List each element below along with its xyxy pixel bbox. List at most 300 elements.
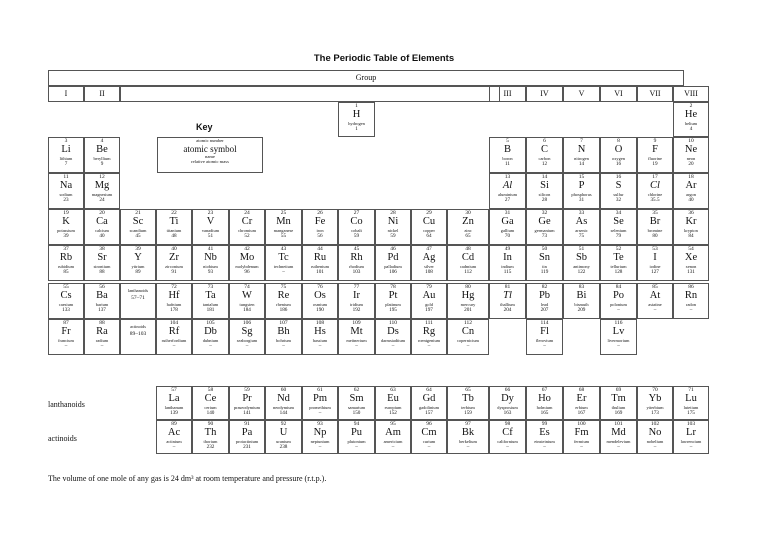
atomic-symbol: Bk — [461, 427, 475, 438]
atomic-symbol: La — [168, 393, 180, 404]
element-cell-u — [265, 420, 302, 454]
element-name: germanium — [534, 228, 555, 233]
atomic-number: 37 — [63, 246, 69, 252]
atomic-number: 8 — [617, 138, 620, 144]
element-name: phosphorus — [571, 192, 592, 197]
atomic-number: 46 — [390, 246, 396, 252]
element-name: seaborgium — [236, 338, 258, 343]
element-name: fluorine — [648, 156, 662, 161]
element-cell-cd — [447, 245, 489, 281]
atomic-number: 78 — [390, 284, 396, 290]
atomic-number: 62 — [353, 387, 360, 393]
element-name: praseodymium — [233, 405, 261, 410]
atomic-mass: – — [209, 343, 212, 349]
atomic-mass: 195 — [389, 307, 397, 313]
element-cell-i — [637, 245, 673, 281]
group-header-2: II — [84, 86, 120, 102]
atomic-number: 59 — [244, 387, 250, 393]
element-name: flerovium — [535, 338, 554, 343]
group-header-spacer — [120, 86, 500, 102]
element-name: calcium — [95, 228, 109, 233]
atomic-number: 43 — [280, 246, 287, 252]
atomic-symbol: As — [575, 216, 588, 227]
atomic-mass: 31 — [578, 197, 585, 203]
atomic-symbol: Y — [134, 252, 142, 263]
element-name: yttrium — [131, 264, 145, 269]
element-name: plutonium — [347, 439, 366, 444]
atomic-number: 65 — [465, 387, 471, 393]
atomic-symbol: Sr — [97, 252, 107, 263]
atomic-symbol: Nd — [277, 393, 290, 404]
element-cell-am — [375, 420, 411, 454]
atomic-mass: 19 — [652, 161, 658, 167]
element-name: iridium — [350, 302, 363, 307]
element-name: zinc — [464, 228, 472, 233]
key-atomic-symbol: atomic symbol — [183, 144, 237, 154]
element-cell-bk — [447, 420, 489, 454]
atomic-number: 77 — [353, 284, 360, 290]
actinoids-label: actinoids — [48, 434, 77, 443]
atomic-number: 97 — [465, 421, 471, 427]
atomic-mass: 80 — [652, 233, 658, 239]
atomic-symbol: He — [684, 109, 698, 120]
element-name: chlorine — [647, 192, 663, 197]
element-name: thulium — [611, 405, 626, 410]
element-name: lead — [540, 302, 549, 307]
element-name: neodymium — [273, 405, 294, 410]
element-cell-p — [563, 173, 600, 209]
atomic-number: 83 — [578, 284, 585, 290]
atomic-symbol: Cf — [502, 427, 513, 438]
element-name: mercury — [460, 302, 476, 307]
atomic-number: 57–71 — [131, 295, 145, 301]
element-name: dysprosium — [497, 405, 518, 410]
element-name: tellurium — [610, 264, 627, 269]
atomic-symbol: Ga — [501, 216, 514, 227]
atomic-number: 30 — [465, 210, 471, 216]
atomic-symbol: Xe — [684, 252, 698, 263]
atomic-symbol: Rg — [422, 326, 436, 337]
element-name: zirconium — [165, 264, 183, 269]
atomic-mass: 55 — [280, 233, 287, 239]
element-cell-bh — [265, 319, 302, 355]
atomic-symbol: Kr — [685, 216, 697, 227]
atomic-symbol: W — [242, 290, 252, 301]
element-cell-cu — [411, 209, 447, 245]
group-header-5: V — [563, 86, 600, 102]
atomic-symbol: S — [615, 180, 622, 191]
element-name: carbon — [538, 156, 551, 161]
atomic-symbol: Cm — [421, 427, 437, 438]
atomic-mass: 40 — [99, 233, 105, 239]
atomic-symbol: Pa — [241, 427, 253, 438]
atomic-number: 4 — [100, 138, 104, 144]
atomic-symbol: C — [540, 144, 548, 155]
atomic-mass: – — [543, 343, 546, 349]
atomic-symbol: Dy — [501, 393, 514, 404]
atomic-number: 63 — [390, 387, 396, 393]
atomic-mass: 231 — [243, 444, 251, 450]
atomic-mass: 167 — [577, 410, 586, 416]
element-name: astatine — [648, 302, 662, 307]
atomic-number: 39 — [135, 246, 141, 252]
element-name: nitrogen — [574, 156, 589, 161]
lanthanoids-label: lanthanoids — [48, 400, 85, 409]
atomic-mass: 20 — [688, 161, 694, 167]
atomic-symbol: Yb — [648, 393, 662, 404]
atomic-symbol: Sm — [349, 393, 364, 404]
element-cell-es — [526, 420, 563, 454]
element-name: platinum — [385, 302, 401, 307]
element-cell-hs — [302, 319, 338, 355]
atomic-number: 51 — [578, 246, 585, 252]
element-cell-lu — [673, 386, 709, 420]
atomic-number: 100 — [577, 421, 586, 427]
atomic-mass: 165 — [540, 410, 549, 416]
element-cell-rh — [338, 245, 375, 281]
atomic-symbol: Pb — [538, 290, 551, 301]
atomic-symbol: Lv — [612, 326, 625, 337]
atomic-mass: 1 — [355, 126, 358, 132]
atomic-number: 75 — [280, 284, 287, 290]
atomic-number: 28 — [390, 210, 396, 216]
element-cell-ca — [84, 209, 120, 245]
atomic-number: 72 — [171, 284, 177, 290]
atomic-symbol: Fl — [540, 326, 549, 337]
element-cell-cr — [229, 209, 265, 245]
atomic-symbol: Eu — [387, 393, 399, 404]
atomic-number: 104 — [169, 320, 179, 326]
element-name: curium — [422, 439, 436, 444]
atomic-symbol: No — [648, 427, 662, 438]
element-cell-tc — [265, 245, 302, 281]
atomic-symbol: In — [503, 252, 512, 263]
atomic-number: 27 — [353, 210, 360, 216]
atomic-number: 5 — [506, 138, 509, 144]
atomic-number: 7 — [580, 138, 583, 144]
element-cell-c — [526, 137, 563, 173]
atomic-mass: – — [689, 307, 693, 313]
atomic-number: 21 — [135, 210, 141, 216]
element-cell-pm — [302, 386, 338, 420]
element-cell-fr — [48, 319, 84, 355]
element-name: argon — [686, 192, 696, 197]
element-cell-h — [338, 102, 375, 137]
element-name: sodium — [59, 192, 73, 197]
element-name: berkelium — [459, 439, 477, 444]
element-name: hafnium — [166, 302, 182, 307]
atomic-mass: 52 — [244, 233, 250, 239]
element-cell-hf — [156, 283, 192, 319]
element-name: helium — [684, 121, 698, 126]
atomic-mass: 39 — [63, 233, 69, 239]
atomic-number: 101 — [614, 421, 623, 427]
element-cell-pa — [229, 420, 265, 454]
element-cell-ho — [526, 386, 563, 420]
atomic-mass: – — [355, 444, 358, 450]
atomic-mass: 119 — [540, 269, 549, 275]
group-header: Group — [48, 70, 684, 86]
atomic-mass: 91 — [171, 269, 177, 275]
atomic-symbol: F — [652, 144, 658, 155]
element-name: lanthanum — [164, 405, 184, 410]
element-cell-au — [411, 283, 447, 319]
element-name: antimony — [573, 264, 590, 269]
element-name: selenium — [610, 228, 627, 233]
atomic-number: 18 — [688, 174, 694, 180]
atomic-mass: 108 — [425, 269, 433, 275]
atomic-number: 82 — [541, 284, 548, 290]
element-name: hydrogen — [348, 121, 365, 126]
atomic-mass: 197 — [425, 307, 433, 313]
atomic-mass: 122 — [577, 269, 586, 275]
element-name: terbium — [461, 405, 475, 410]
element-name: copper — [423, 228, 435, 233]
atomic-symbol: Rb — [59, 252, 73, 263]
atomic-number: 85 — [652, 284, 658, 290]
atomic-mass: 88 — [99, 269, 105, 275]
element-cell-ga — [489, 209, 526, 245]
atomic-mass: 27 — [504, 197, 511, 203]
atomic-mass: – — [282, 269, 285, 275]
atomic-mass: – — [427, 444, 431, 450]
atomic-number: 16 — [615, 174, 622, 180]
atomic-mass: 169 — [614, 410, 623, 416]
element-cell-co — [338, 209, 375, 245]
atomic-mass: 89 — [135, 269, 141, 275]
atomic-number: 2 — [689, 103, 693, 109]
element-name: lithium — [59, 156, 73, 161]
element-name: boron — [502, 156, 513, 161]
atomic-symbol: Ir — [353, 290, 360, 301]
atomic-symbol: Sg — [241, 326, 253, 337]
atomic-mass: 70 — [504, 233, 511, 239]
element-cell-ni — [375, 209, 411, 245]
atomic-mass: – — [689, 444, 693, 450]
element-cell-cl — [637, 173, 673, 209]
element-cell-br — [637, 209, 673, 245]
element-name: beryllium — [93, 156, 111, 161]
atomic-mass: 106 — [389, 269, 397, 275]
atomic-symbol: Ds — [387, 326, 399, 337]
atomic-mass: – — [282, 343, 285, 349]
key-box — [157, 137, 263, 173]
group-header-1: I — [48, 86, 84, 102]
atomic-mass: 14 — [578, 161, 585, 167]
atomic-number: 25 — [280, 210, 287, 216]
atomic-mass: 51 — [207, 233, 214, 239]
element-name: protactinium — [235, 439, 259, 444]
atomic-mass: 59 — [390, 233, 396, 239]
atomic-mass: 144 — [279, 410, 288, 416]
element-name: radon — [686, 302, 696, 307]
atomic-mass: – — [466, 444, 470, 450]
atomic-mass: – — [100, 343, 104, 349]
atomic-mass: 127 — [651, 269, 659, 275]
atomic-mass: – — [543, 444, 546, 450]
element-name: rutherfordium — [161, 338, 187, 343]
atomic-symbol: Tl — [503, 290, 512, 301]
atomic-mass: – — [391, 444, 395, 450]
atomic-number: 60 — [280, 387, 287, 393]
element-cell-sb — [563, 245, 600, 281]
atomic-number: 52 — [615, 246, 622, 252]
atomic-mass: 23 — [63, 197, 69, 203]
atomic-number: 80 — [465, 284, 471, 290]
element-name: chromium — [237, 228, 257, 233]
element-cell-pb — [526, 283, 563, 319]
element-name: polonium — [610, 302, 627, 307]
element-cell-ac — [156, 420, 192, 454]
element-name: aluminium — [497, 192, 518, 197]
element-name: thorium — [203, 439, 218, 444]
atomic-number: 10 — [688, 138, 694, 144]
atomic-number: 36 — [688, 210, 694, 216]
atomic-symbol: Cu — [422, 216, 436, 227]
element-cell-os — [302, 283, 338, 319]
atomic-symbol: Te — [613, 252, 624, 263]
atomic-mass: – — [172, 343, 176, 349]
atomic-number: 64 — [426, 387, 432, 393]
atomic-number: 47 — [426, 246, 432, 252]
atomic-number: 6 — [543, 138, 546, 144]
element-cell-in — [489, 245, 526, 281]
atomic-number: 14 — [541, 174, 548, 180]
atomic-number: 102 — [650, 421, 660, 427]
atomic-symbol: N — [577, 144, 586, 155]
atomic-number: 69 — [615, 387, 622, 393]
element-cell-po — [600, 283, 637, 319]
element-name: gadolinium — [418, 405, 439, 410]
atomic-symbol: Fm — [574, 427, 589, 438]
atomic-symbol: B — [503, 144, 511, 155]
atomic-symbol: Sb — [575, 252, 588, 263]
element-name: mendelevium — [606, 439, 631, 444]
element-cell-na — [48, 173, 84, 209]
element-name: francium — [58, 338, 74, 343]
element-cell-er — [563, 386, 600, 420]
element-name: ruthenium — [310, 264, 330, 269]
atomic-number: 17 — [652, 174, 658, 180]
atomic-symbol: Rn — [684, 290, 698, 301]
element-name: tin — [542, 264, 547, 269]
atomic-symbol: Cl — [650, 180, 660, 191]
element-cell-cn — [447, 319, 489, 355]
atomic-mass: 137 — [98, 307, 106, 313]
atomic-mass: 65 — [465, 233, 471, 239]
atomic-number: 89 — [171, 421, 177, 427]
element-name: livermorium — [607, 338, 630, 343]
atomic-mass: – — [653, 444, 657, 450]
atomic-number: 19 — [63, 210, 69, 216]
element-cell-ba — [84, 283, 120, 319]
atomic-mass: – — [318, 410, 322, 416]
element-name: strontium — [93, 264, 111, 269]
element-name: copernicium — [457, 338, 479, 343]
atomic-mass: 93 — [207, 269, 214, 275]
atomic-mass: 59 — [353, 233, 360, 239]
element-cell-ir — [338, 283, 375, 319]
atomic-symbol: At — [649, 290, 661, 301]
atomic-number: 34 — [615, 210, 622, 216]
element-cell-fm — [563, 420, 600, 454]
element-name: silver — [424, 264, 434, 269]
element-cell-k — [48, 209, 84, 245]
element-name: barium — [95, 302, 109, 307]
atomic-symbol: Cn — [461, 326, 475, 337]
atomic-symbol: V — [206, 216, 215, 227]
element-name: tungsten — [239, 302, 255, 307]
element-cell-hg — [447, 283, 489, 319]
atomic-number: 20 — [99, 210, 105, 216]
atomic-number: 79 — [426, 284, 432, 290]
element-cell-as — [563, 209, 600, 245]
element-name: nobelium — [646, 439, 664, 444]
page-title: The Periodic Table of Elements — [313, 53, 455, 64]
atomic-number: 49 — [504, 246, 511, 252]
atomic-symbol: Al — [502, 180, 513, 191]
atomic-number: 42 — [244, 246, 250, 252]
element-name: nickel — [387, 228, 399, 233]
element-name: neon — [686, 156, 696, 161]
element-name: tantalum — [202, 302, 219, 307]
element-cell-mo — [229, 245, 265, 281]
atomic-symbol: Pd — [387, 252, 399, 263]
atomic-mass: 48 — [171, 233, 177, 239]
element-cell-o — [600, 137, 637, 173]
element-cell-nd — [265, 386, 302, 420]
element-cell-si — [526, 173, 563, 209]
element-cell-al — [489, 173, 526, 209]
atomic-mass: – — [245, 343, 249, 349]
element-name: dubnium — [202, 338, 219, 343]
element-name: cerium — [204, 405, 217, 410]
element-cell-cf — [489, 420, 526, 454]
atomic-mass: 192 — [352, 307, 361, 313]
atomic-mass: 35.5 — [650, 197, 660, 203]
element-cell-s — [600, 173, 637, 209]
element-name: actinium — [166, 439, 182, 444]
element-name: rhodium — [349, 264, 364, 269]
atomic-number: 38 — [99, 246, 105, 252]
element-cell-fe — [302, 209, 338, 245]
atomic-mass: 75 — [578, 233, 585, 239]
atomic-mass: 163 — [503, 410, 512, 416]
atomic-mass: 112 — [464, 269, 472, 275]
element-cell-range-56 — [120, 283, 156, 319]
atomic-mass: 128 — [614, 269, 623, 275]
element-cell-rn — [673, 283, 709, 319]
atomic-mass: 184 — [243, 307, 251, 313]
element-name: vanadium — [201, 228, 220, 233]
atomic-number: 13 — [504, 174, 511, 180]
element-name: sulfur — [613, 192, 624, 197]
atomic-number: 112 — [463, 320, 473, 326]
element-cell-mn — [265, 209, 302, 245]
atomic-number: 56 — [99, 284, 105, 290]
atomic-number: 31 — [504, 210, 511, 216]
atomic-number: 3 — [64, 138, 68, 144]
element-cell-lv — [600, 319, 637, 355]
atomic-number: 32 — [541, 210, 548, 216]
element-name: silicon — [538, 192, 551, 197]
element-name: titanium — [166, 228, 182, 233]
atomic-number: 1 — [355, 103, 358, 109]
atomic-mass: 141 — [243, 410, 251, 416]
atomic-symbol: Ce — [204, 393, 217, 404]
element-name: xenon — [685, 264, 697, 269]
element-name: neptunium — [310, 439, 330, 444]
